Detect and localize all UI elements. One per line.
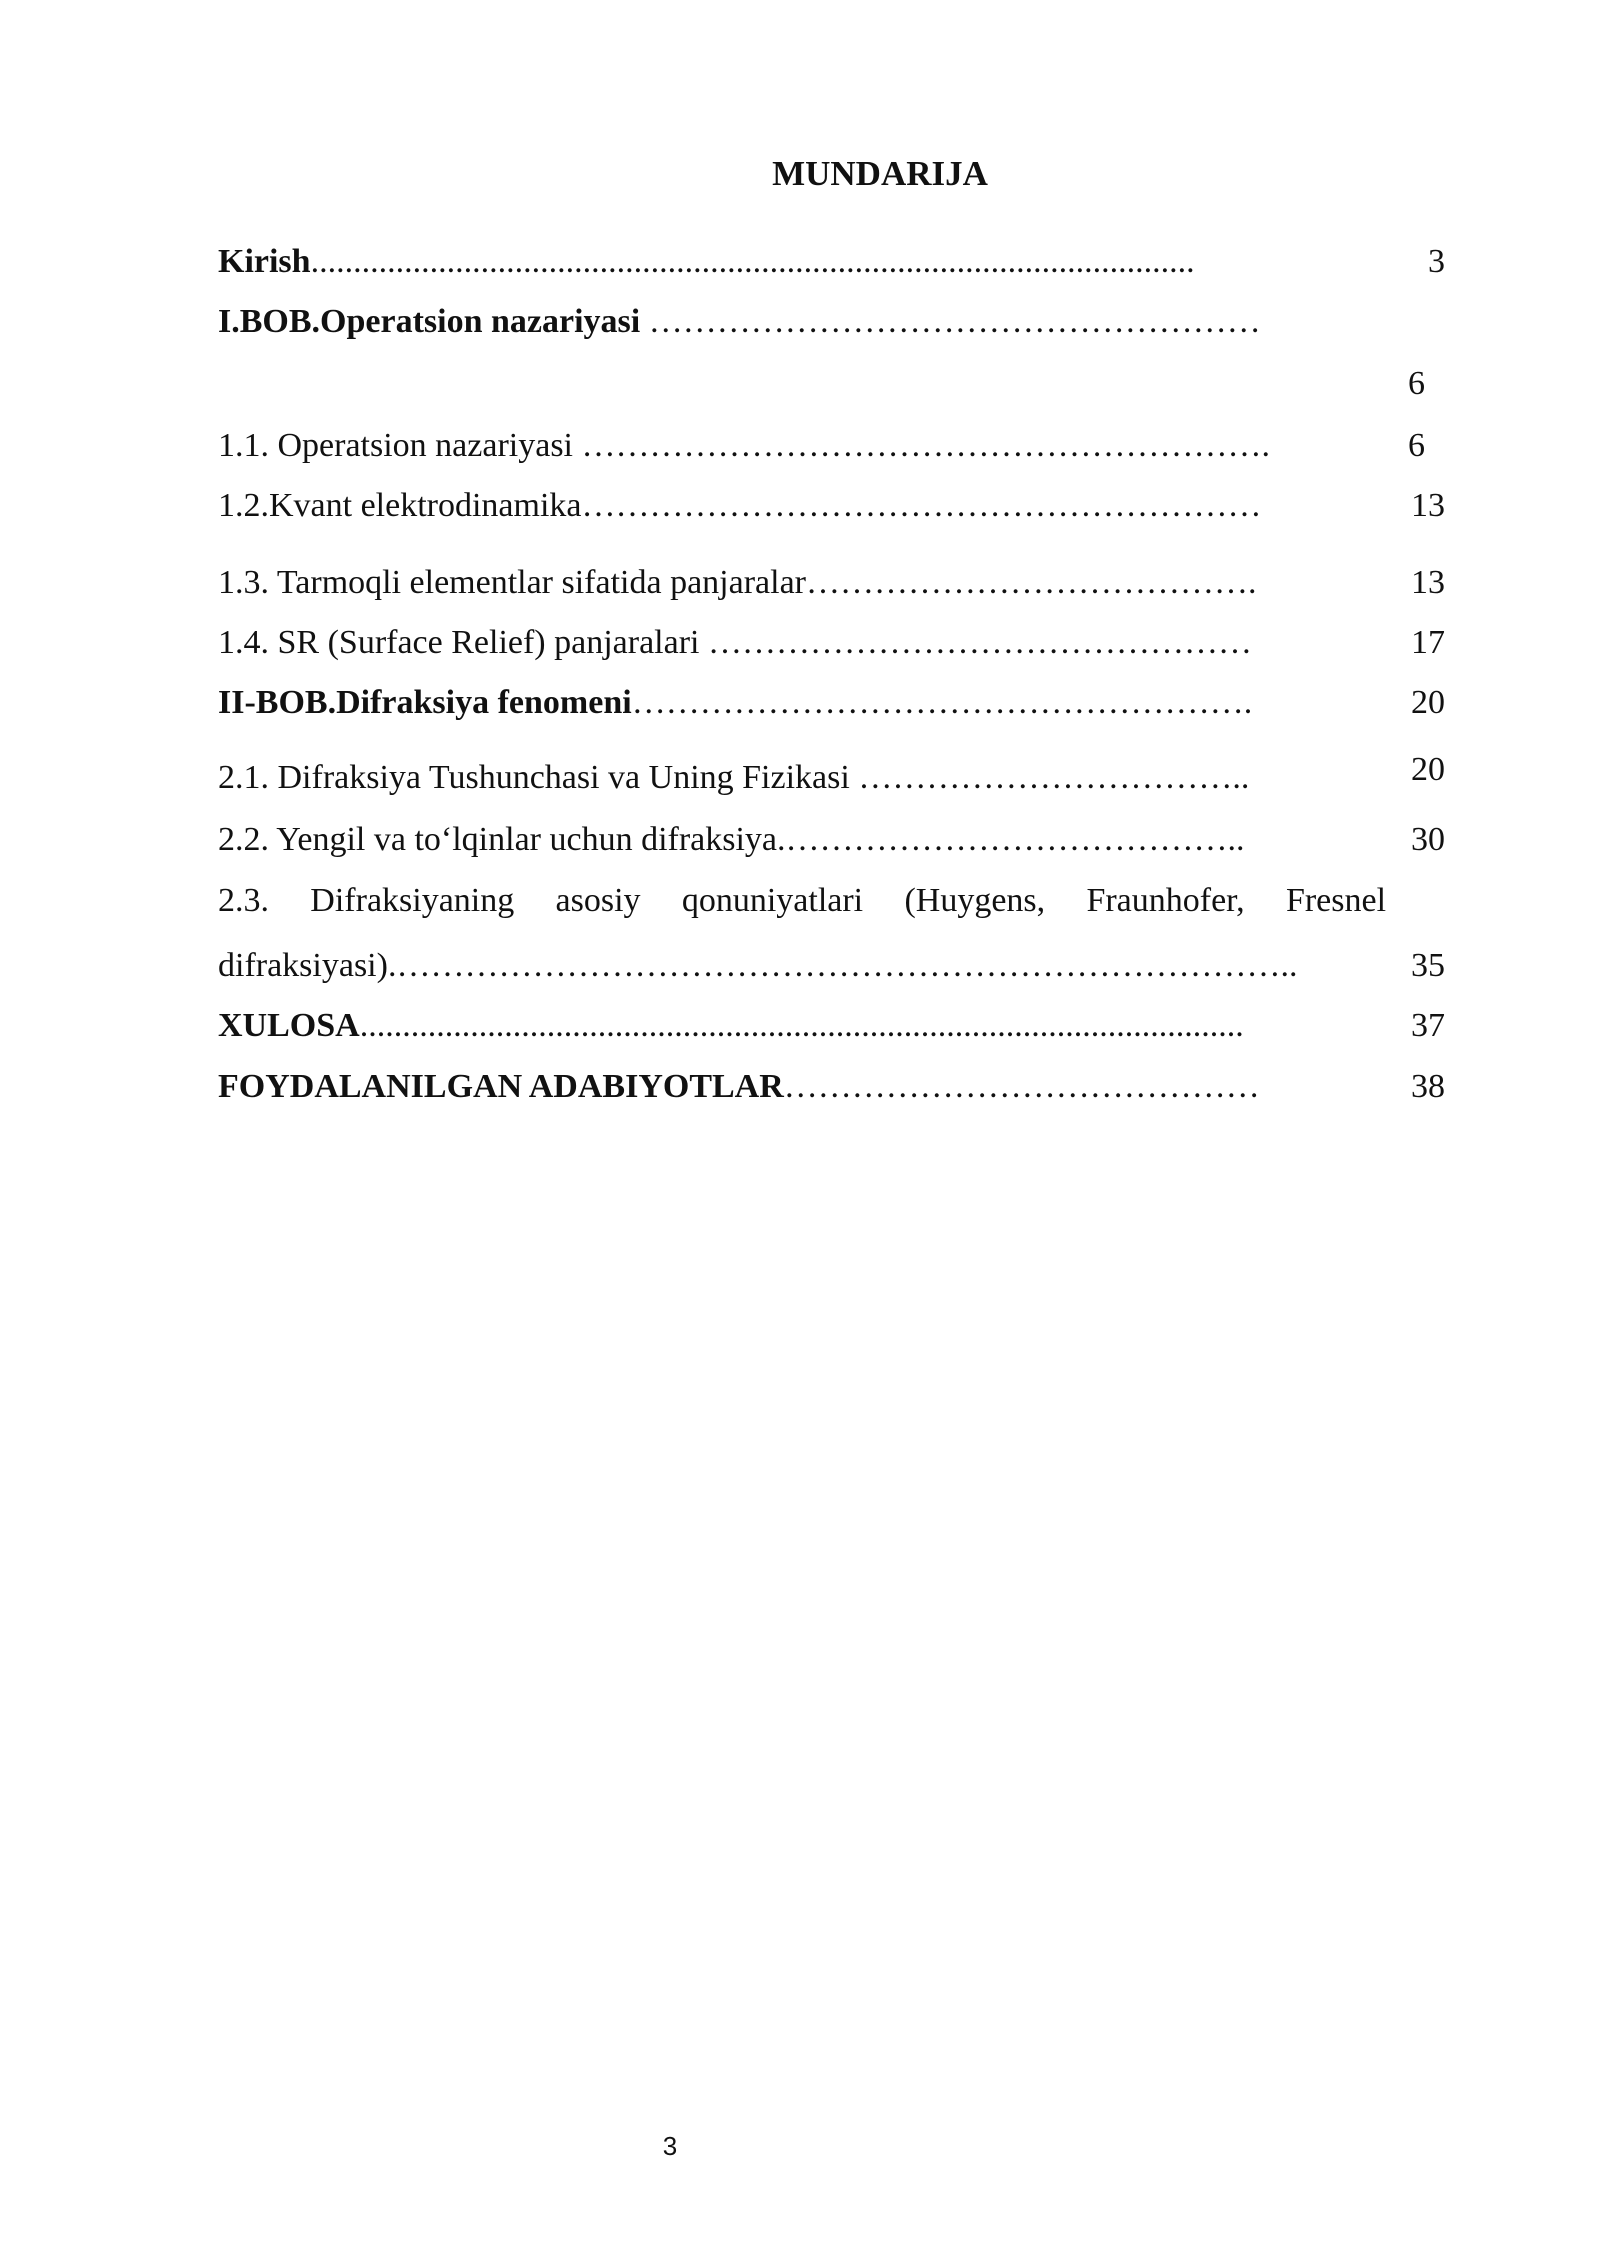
toc-entry-label: 1.2.Kvant elektrodinamika [218,487,582,524]
toc-entry-2-3-line-2[interactable] [218,941,1445,991]
toc-entry-text [218,815,1386,865]
toc-entry-label: FOYDALANILGAN ADABIYOTLAR [218,1068,784,1105]
toc-entry-text [218,941,1386,991]
toc-page-number: 37 [1411,1007,1445,1044]
toc-entry-text [218,1001,1386,1051]
toc-entry-chapter-1-page [218,359,1445,409]
toc-leader-dots: ........................................................................................................ [310,243,1195,280]
toc-page-number: 13 [1411,487,1445,524]
toc-page-number: 3 [1428,243,1445,280]
toc-word: Fraunhofer, [1086,882,1245,919]
page-title: MUNDARIJA [772,154,988,193]
toc-leader-dots: …………………………….. [849,759,1250,796]
toc-leader-dots: ……………………………………………………. [573,427,1270,464]
toc-leader-dots: …………………………………. [805,564,1257,601]
toc-leader-dots: ………………………………………… [699,624,1252,661]
toc-leader-dots: ………………………………….. [785,821,1245,858]
toc-leader-dots: …………………………………… [783,1068,1260,1105]
toc-page-number: 17 [1411,624,1445,661]
toc-entry-chapter-1[interactable] [218,297,1445,347]
toc-leader-dots: …………………………………………………… [581,487,1262,524]
toc-entry-label: 2.1. Difraksiya Tushunchasi va Uning Fizikasi [218,759,850,796]
toc-entry-references[interactable] [218,1062,1445,1112]
toc-entry-label: 1.3. Tarmoqli elementlar sifatida panjaralar [218,564,806,601]
toc-page-number: 20 [1411,684,1445,721]
toc-leader-dots: ………………………………………………. [631,684,1253,721]
toc-entry-text [218,481,1386,531]
page-number-footer: 3 [662,2131,678,2161]
toc-entry-1-3[interactable] [218,558,1445,608]
toc-entry-text [218,421,1386,471]
toc-entry-label: II-BOB.Difraksiya fenomeni [218,684,632,721]
toc-entry-label: 2.2. Yengil va to‘lqinlar uchun difraksiya. [218,821,786,858]
toc-entry-label: difraksiyasi). [218,947,397,984]
toc-entry-text [218,237,1386,287]
toc-entry-text [218,558,1386,608]
toc-page-number: 35 [1411,947,1445,984]
toc-word: qonuniyatlari [681,882,864,919]
toc-entry-label: 1.1. Operatsion nazariyasi [218,427,573,464]
toc-entry-1-1[interactable] [218,421,1445,471]
toc-page-number: 13 [1411,564,1445,601]
toc-entry-text [218,1062,1386,1112]
toc-word: 2.3. [218,882,269,919]
toc-entry-label: I.BOB.Operatsion nazariyasi [218,303,641,340]
toc-leader-dots: ........................................................................................................ [359,1007,1244,1044]
toc-page-number: 6 [1408,365,1425,402]
toc-entry-2-1[interactable] [218,745,1445,795]
toc-entry-label: Kirish [218,243,311,280]
toc-entry-text [218,618,1386,668]
toc-word: Fresnel [1285,882,1387,919]
toc-entry-xulosa[interactable] [218,1001,1445,1051]
toc-entry-2-3-line-1[interactable] [218,876,1386,926]
toc-page-number: 38 [1411,1068,1445,1105]
toc-word: (Huygens, [904,882,1046,919]
toc-entry-text [218,297,1386,347]
toc-entry-text [218,753,1386,803]
toc-entry-kirish[interactable] [218,237,1445,287]
toc-page-number: 30 [1411,821,1445,858]
toc-entry-1-2[interactable] [218,481,1445,531]
toc-entry-1-4[interactable] [218,618,1445,668]
toc-word: asosiy [555,882,641,919]
toc-word: Difraksiyaning [310,882,515,919]
toc-entry-label: 1.4. SR (Surface Relief) panjaralari [218,624,700,661]
toc-leader-dots: …………………………………………………………………….. [396,947,1298,984]
toc-entry-2-2[interactable] [218,815,1445,865]
toc-entry-chapter-2[interactable] [218,678,1445,728]
toc-page-number: 6 [1408,427,1425,464]
toc-leader-dots: ……………………………………………… [640,303,1261,340]
toc-entry-text [218,678,1386,728]
toc-page-number: 20 [1411,751,1445,788]
toc-entry-label: XULOSA [218,1007,360,1044]
